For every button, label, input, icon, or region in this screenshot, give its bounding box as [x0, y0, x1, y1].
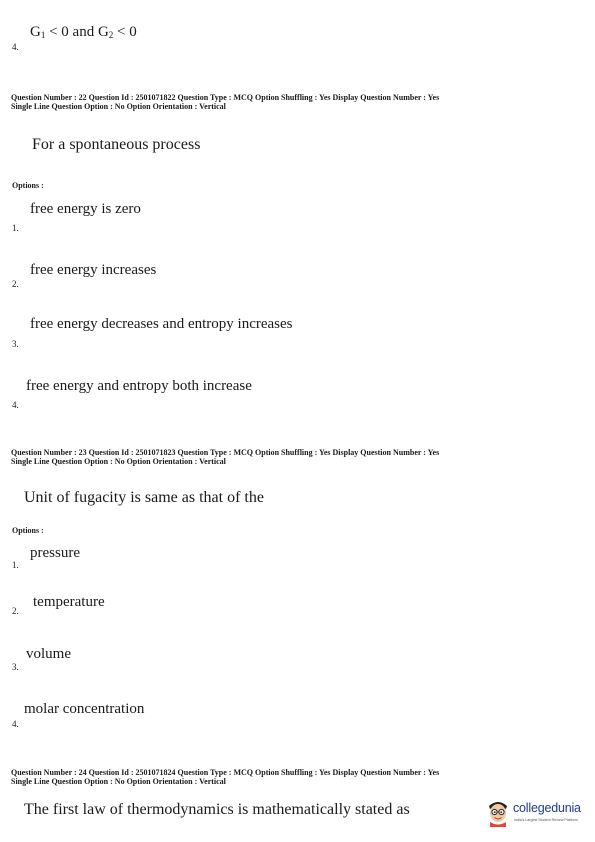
- q23-meta-line1: Question Number : 23 Question Id : 2501071823 Question Type : MCQ Option Shuffling : Yes Display Question Number : Yes: [11, 448, 440, 457]
- q24-meta-line1: Question Number : 24 Question Id : 2501071824 Question Type : MCQ Option Shuffling : Yes Display Question Number : Yes: [11, 768, 440, 777]
- collegedunia-logo: [486, 795, 590, 831]
- q22-meta: [11, 93, 439, 111]
- q22-option-2-text: free energy increases: [30, 262, 157, 278]
- q23-option-2-text: temperature: [33, 594, 105, 610]
- q23-option-3-text: volume: [26, 646, 71, 662]
- q22-options-label: Options :: [12, 181, 44, 190]
- q22-option-4-text: free energy and entropy both increase: [26, 378, 252, 394]
- q22-option-1-number: 1.: [12, 223, 19, 233]
- q22-question-text: For a spontaneous process: [32, 136, 201, 153]
- logo-tagline: India's Largest Student Review Platform: [514, 818, 578, 822]
- logo-wordmark: collegedunia: [513, 801, 581, 815]
- q23-option-3-number: 3.: [12, 662, 19, 672]
- q23-option-1-number: 1.: [12, 560, 19, 570]
- prev-option-4-number: 4.: [12, 42, 19, 52]
- mascot-icon: [486, 797, 510, 827]
- q22-meta-line2: Single Line Question Option : No Option Orientation : Vertical: [11, 102, 226, 111]
- q23-meta: [11, 448, 439, 466]
- q23-question-text: Unit of fugacity is same as that of the: [24, 489, 264, 506]
- q23-option-4-number: 4.: [12, 719, 19, 729]
- q24-meta-line2: Single Line Question Option : No Option Orientation : Vertical: [11, 777, 226, 786]
- q23-option-1-text: pressure: [30, 545, 80, 561]
- q22-option-3-text: free energy decreases and entropy increases: [30, 316, 293, 332]
- q22-option-4-number: 4.: [12, 400, 19, 410]
- prev-option-4-text: $G_1 < 0$ and $G_2 < 0$: [30, 24, 137, 40]
- q23-option-4-text: molar concentration: [24, 701, 145, 717]
- q22-option-3-number: 3.: [12, 339, 19, 349]
- q22-meta-line1: Question Number : 22 Question Id : 2501071822 Question Type : MCQ Option Shuffling : Yes Display Question Number : Yes: [11, 93, 440, 102]
- q23-options-label: Options :: [12, 526, 44, 535]
- q22-option-1-text: free energy is zero: [30, 201, 141, 217]
- q23-meta-line2: Single Line Question Option : No Option Orientation : Vertical: [11, 457, 226, 466]
- q24-question-text: The first law of thermodynamics is mathematically stated as: [24, 801, 410, 818]
- q24-meta: [11, 768, 439, 786]
- q22-option-2-number: 2.: [12, 279, 19, 289]
- q23-option-2-number: 2.: [12, 606, 19, 616]
